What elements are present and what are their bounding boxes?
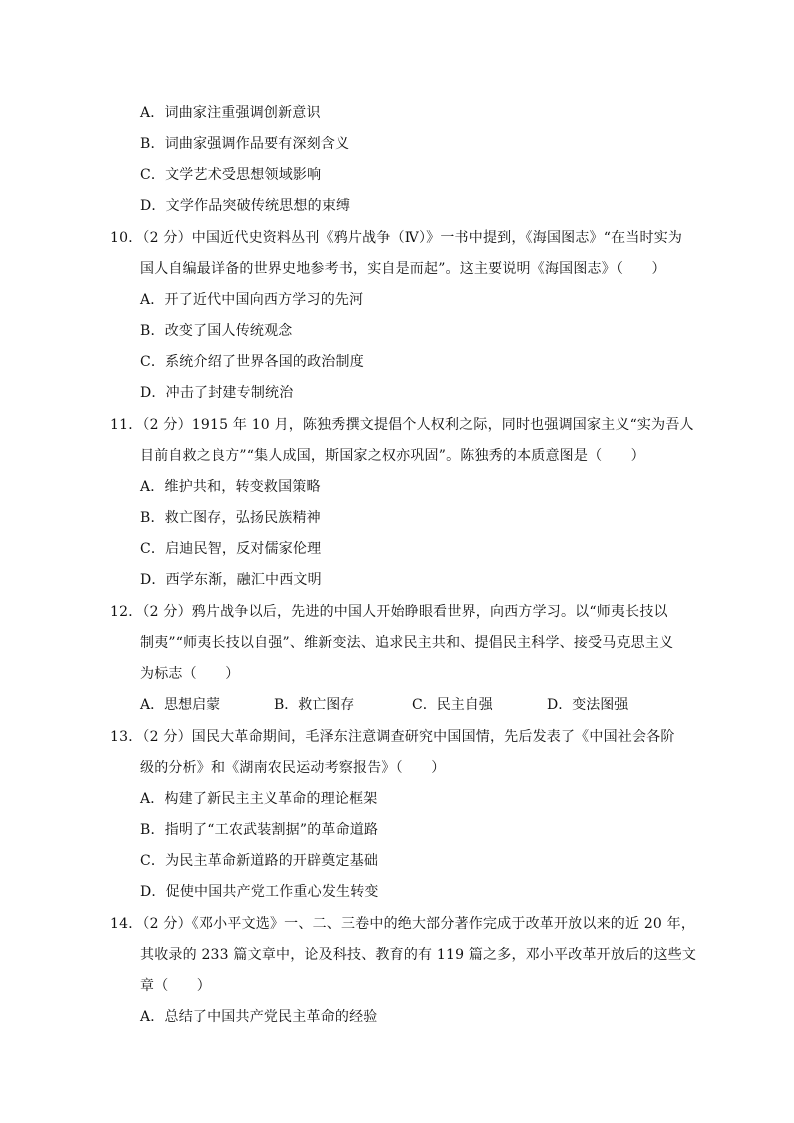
q11-option-d[interactable]: D．西学东渐，融汇中西文明 — [140, 572, 322, 588]
q9-option-c[interactable]: C．文学艺术受思想领域影响 — [140, 167, 322, 183]
q14-option-a[interactable]: A．总结了中国共产党民主革命的经验 — [140, 1009, 378, 1025]
q11-option-c[interactable]: C．启迪民智，反对儒家伦理 — [140, 541, 322, 557]
q13-option-a[interactable]: A．构建了新民主主义革命的理论框架 — [140, 791, 378, 807]
q11-option-a[interactable]: A．维护共和，转变救国策略 — [140, 479, 321, 495]
q14-stem-line1: 14．（2 分）《邓小平文选》一、二、三卷中的绝大部分著作完成于改革开放以来的近 20 年， — [110, 916, 696, 932]
q13-option-c[interactable]: C．为民主革命新道路的开辟奠定基础 — [140, 853, 379, 869]
q14-stem-line2: 其收录的 233 篇文章中，论及科技、教育的有 119 篇之多，邓小平改革开放后的这些文 — [140, 947, 697, 963]
q13-stem-line2: 级的分析》和《湖南农民运动考察报告》（ ） — [140, 760, 446, 776]
q9-option-d[interactable]: D．文学作品突破传统思想的束缚 — [140, 198, 351, 214]
q12-option-d[interactable]: D．变法图强 — [547, 697, 629, 713]
q13-option-b[interactable]: B．指明了“工农武装割据”的革命道路 — [140, 822, 379, 838]
q11-stem-line2: 目前自救之良方”“集人成国，斯国家之权亦巩固”。陈独秀的本质意图是（ ） — [140, 448, 645, 464]
q10-stem-line1: 10．（2 分）中国近代史资料丛刊《鸦片战争（Ⅳ）》一书中提到，《海国图志》“在当时实为 — [110, 230, 683, 246]
q11-option-b[interactable]: B．救亡图存，弘扬民族精神 — [140, 510, 321, 526]
q13-stem-line1: 13．（2 分）国民大革命期间，毛泽东注意调查研究中国国情，先后发表了《中国社会各阶 — [110, 729, 675, 745]
q10-option-c[interactable]: C．系统介绍了世界各国的政治制度 — [140, 354, 364, 370]
q9-option-b[interactable]: B．词曲家强调作品要有深刻含义 — [140, 136, 350, 152]
q12-option-a[interactable]: A．思想启蒙 — [140, 697, 221, 713]
q12-option-c[interactable]: C．民主自强 — [412, 697, 493, 713]
q11-stem-line1: 11．（2 分）1915 年 10 月，陈独秀撰文提倡个人权利之际，同时也强调国家主义“实为吾人 — [110, 417, 694, 433]
q10-option-b[interactable]: B．改变了国人传统观念 — [140, 323, 293, 339]
q12-option-b[interactable]: B．救亡图存 — [274, 697, 355, 713]
q13-option-d[interactable]: D．促使中国共产党工作重心发生转变 — [140, 884, 379, 900]
q10-option-a[interactable]: A．开了近代中国向西方学习的先河 — [140, 292, 364, 308]
q12-stem-line2: 制夷”“师夷长技以自强”、维新变法、追求民主共和、提倡民主科学、接受马克思主义 — [140, 635, 674, 651]
q10-stem-line2: 国人自编最详备的世界史地参考书，实自是而起”。这主要说明《海国图志》（ ） — [140, 261, 666, 277]
q12-stem-line1: 12．（2 分）鸦片战争以后，先进的中国人开始睁眼看世界，向西方学习。以“师夷长技以 — [110, 604, 668, 620]
q9-option-a[interactable]: A．词曲家注重强调创新意识 — [140, 105, 321, 121]
q10-option-d[interactable]: D．冲击了封建专制统治 — [140, 385, 294, 401]
q12-stem-line3: 为标志（ ） — [140, 666, 240, 682]
q14-stem-line3: 章（ ） — [140, 978, 211, 994]
